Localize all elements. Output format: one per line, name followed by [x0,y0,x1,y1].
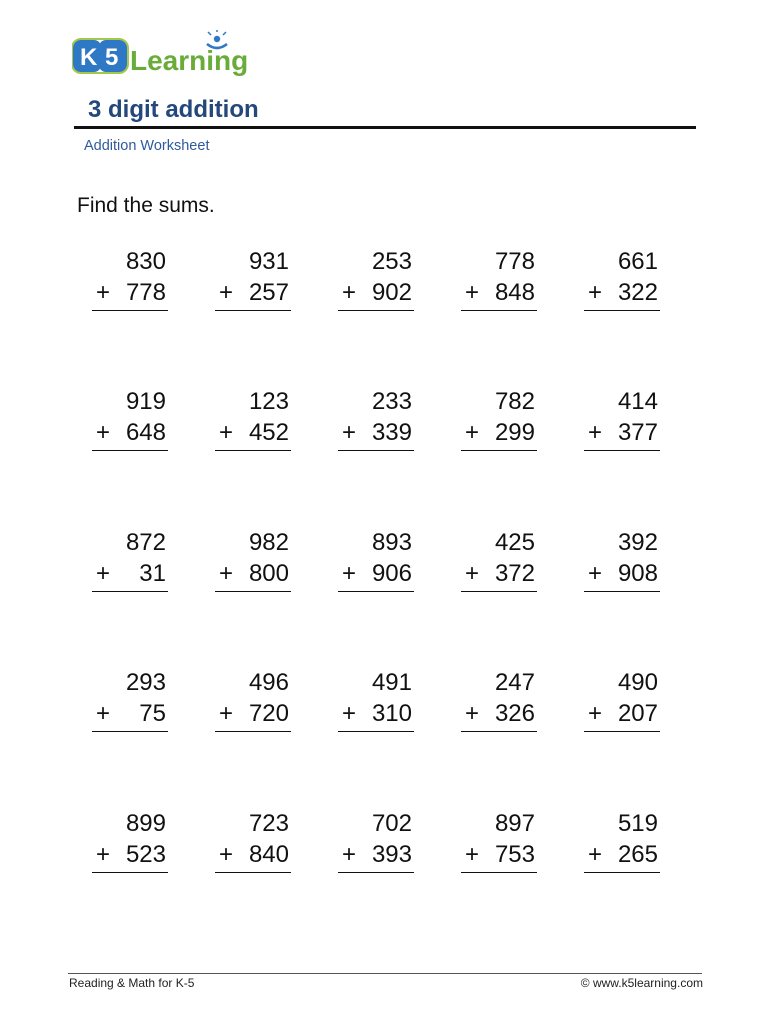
addend-top: 490 [617,669,658,696]
footer-tagline: Reading & Math for K-5 [69,976,195,990]
addend-top: 233 [371,388,412,415]
answer-line [584,591,660,592]
addend-top: 293 [125,669,166,696]
addend-top: 778 [494,248,535,275]
addend-bottom: 840 [248,841,289,868]
answer-line [584,731,660,732]
answer-line [461,310,537,311]
answer-line [584,310,660,311]
plus-sign: + [465,841,480,868]
addend-bottom: 648 [125,419,166,446]
plus-sign: + [342,841,357,868]
addition-problem [215,247,291,317]
plus-sign: + [588,700,603,727]
addend-top: 247 [494,669,535,696]
answer-line [92,731,168,732]
addend-bottom: 753 [494,841,535,868]
plus-sign: + [342,419,357,446]
addend-top: 491 [371,669,412,696]
plus-sign: + [96,560,111,587]
addition-problem [584,528,660,598]
addition-problem [92,528,168,598]
addend-top: 496 [248,669,289,696]
addend-top: 931 [248,248,289,275]
plus-sign: + [219,560,234,587]
k5-learning-logo [72,30,272,82]
addend-top: 661 [617,248,658,275]
addend-bottom: 902 [371,279,412,306]
answer-line [338,310,414,311]
instructions: Find the sums. [77,194,215,217]
plus-sign: + [96,841,111,868]
answer-line [584,872,660,873]
addend-bottom: 372 [494,560,535,587]
plus-sign: + [219,279,234,306]
addition-problem [338,809,414,879]
addend-top: 897 [494,810,535,837]
addition-problem [461,387,537,457]
plus-sign: + [465,700,480,727]
addend-bottom: 339 [371,419,412,446]
addend-bottom: 720 [248,700,289,727]
addition-problem [338,387,414,457]
answer-line [92,872,168,873]
answer-line [92,591,168,592]
addition-problem [338,528,414,598]
addend-bottom: 848 [494,279,535,306]
addition-problem [461,247,537,317]
plus-sign: + [465,560,480,587]
plus-sign: + [588,279,603,306]
addend-top: 782 [494,388,535,415]
addition-problem [92,247,168,317]
answer-line [338,872,414,873]
addend-top: 723 [248,810,289,837]
plus-sign: + [588,841,603,868]
addend-top: 899 [125,810,166,837]
addition-problem [215,387,291,457]
svg-text:Learning: Learning [130,45,249,76]
plus-sign: + [465,279,480,306]
answer-line [215,872,291,873]
addend-bottom: 906 [371,560,412,587]
addend-top: 893 [371,529,412,556]
addend-bottom: 326 [494,700,535,727]
plus-sign: + [219,419,234,446]
answer-line [92,310,168,311]
plus-sign: + [219,841,234,868]
title-divider [74,126,696,129]
addend-bottom: 377 [617,419,658,446]
addition-problem [215,668,291,738]
answer-line [461,591,537,592]
svg-text:5: 5 [105,44,119,71]
addend-bottom: 31 [139,560,166,587]
plus-sign: + [96,279,111,306]
addend-bottom: 800 [248,560,289,587]
addend-bottom: 310 [371,700,412,727]
answer-line [215,310,291,311]
addition-problem [215,528,291,598]
addend-top: 519 [617,810,658,837]
answer-line [584,450,660,451]
addend-bottom: 778 [125,279,166,306]
addition-problem [92,387,168,457]
plus-sign: + [465,419,480,446]
addend-bottom: 265 [617,841,658,868]
svg-text:K: K [80,44,98,71]
answer-line [215,591,291,592]
addend-bottom: 299 [494,419,535,446]
problem-grid [92,247,692,887]
addend-top: 253 [371,248,412,275]
footer-website: © www.k5learning.com [580,976,703,990]
plus-sign: + [96,700,111,727]
plus-sign: + [588,560,603,587]
answer-line [215,731,291,732]
plus-sign: + [342,279,357,306]
footer-divider [68,973,702,974]
answer-line [461,872,537,873]
plus-sign: + [219,700,234,727]
addition-problem [92,809,168,879]
addend-top: 830 [125,248,166,275]
worksheet-subtitle: Addition Worksheet [84,138,210,154]
addition-problem [92,668,168,738]
addition-problem [215,809,291,879]
addition-problem [584,809,660,879]
answer-line [461,731,537,732]
addend-top: 414 [617,388,658,415]
answer-line [338,450,414,451]
plus-sign: + [96,419,111,446]
answer-line [338,591,414,592]
addend-top: 123 [248,388,289,415]
addend-bottom: 322 [617,279,658,306]
plus-sign: + [342,560,357,587]
addend-top: 392 [617,529,658,556]
addend-bottom: 908 [617,560,658,587]
addend-bottom: 257 [248,279,289,306]
addend-bottom: 207 [617,700,658,727]
answer-line [215,450,291,451]
addend-top: 982 [248,529,289,556]
plus-sign: + [342,700,357,727]
addend-bottom: 523 [125,841,166,868]
plus-sign: + [588,419,603,446]
addend-top: 872 [125,529,166,556]
answer-line [92,450,168,451]
addition-problem [461,809,537,879]
addition-problem [584,247,660,317]
addend-top: 702 [371,810,412,837]
addend-top: 919 [125,388,166,415]
addition-problem [461,528,537,598]
addition-problem [338,247,414,317]
addend-top: 425 [494,529,535,556]
addition-problem [584,668,660,738]
answer-line [461,450,537,451]
addend-bottom: 393 [371,841,412,868]
addend-bottom: 75 [139,700,166,727]
addition-problem [584,387,660,457]
answer-line [338,731,414,732]
addend-bottom: 452 [248,419,289,446]
addition-problem [461,668,537,738]
addition-problem [338,668,414,738]
worksheet-title: 3 digit addition [88,96,259,123]
